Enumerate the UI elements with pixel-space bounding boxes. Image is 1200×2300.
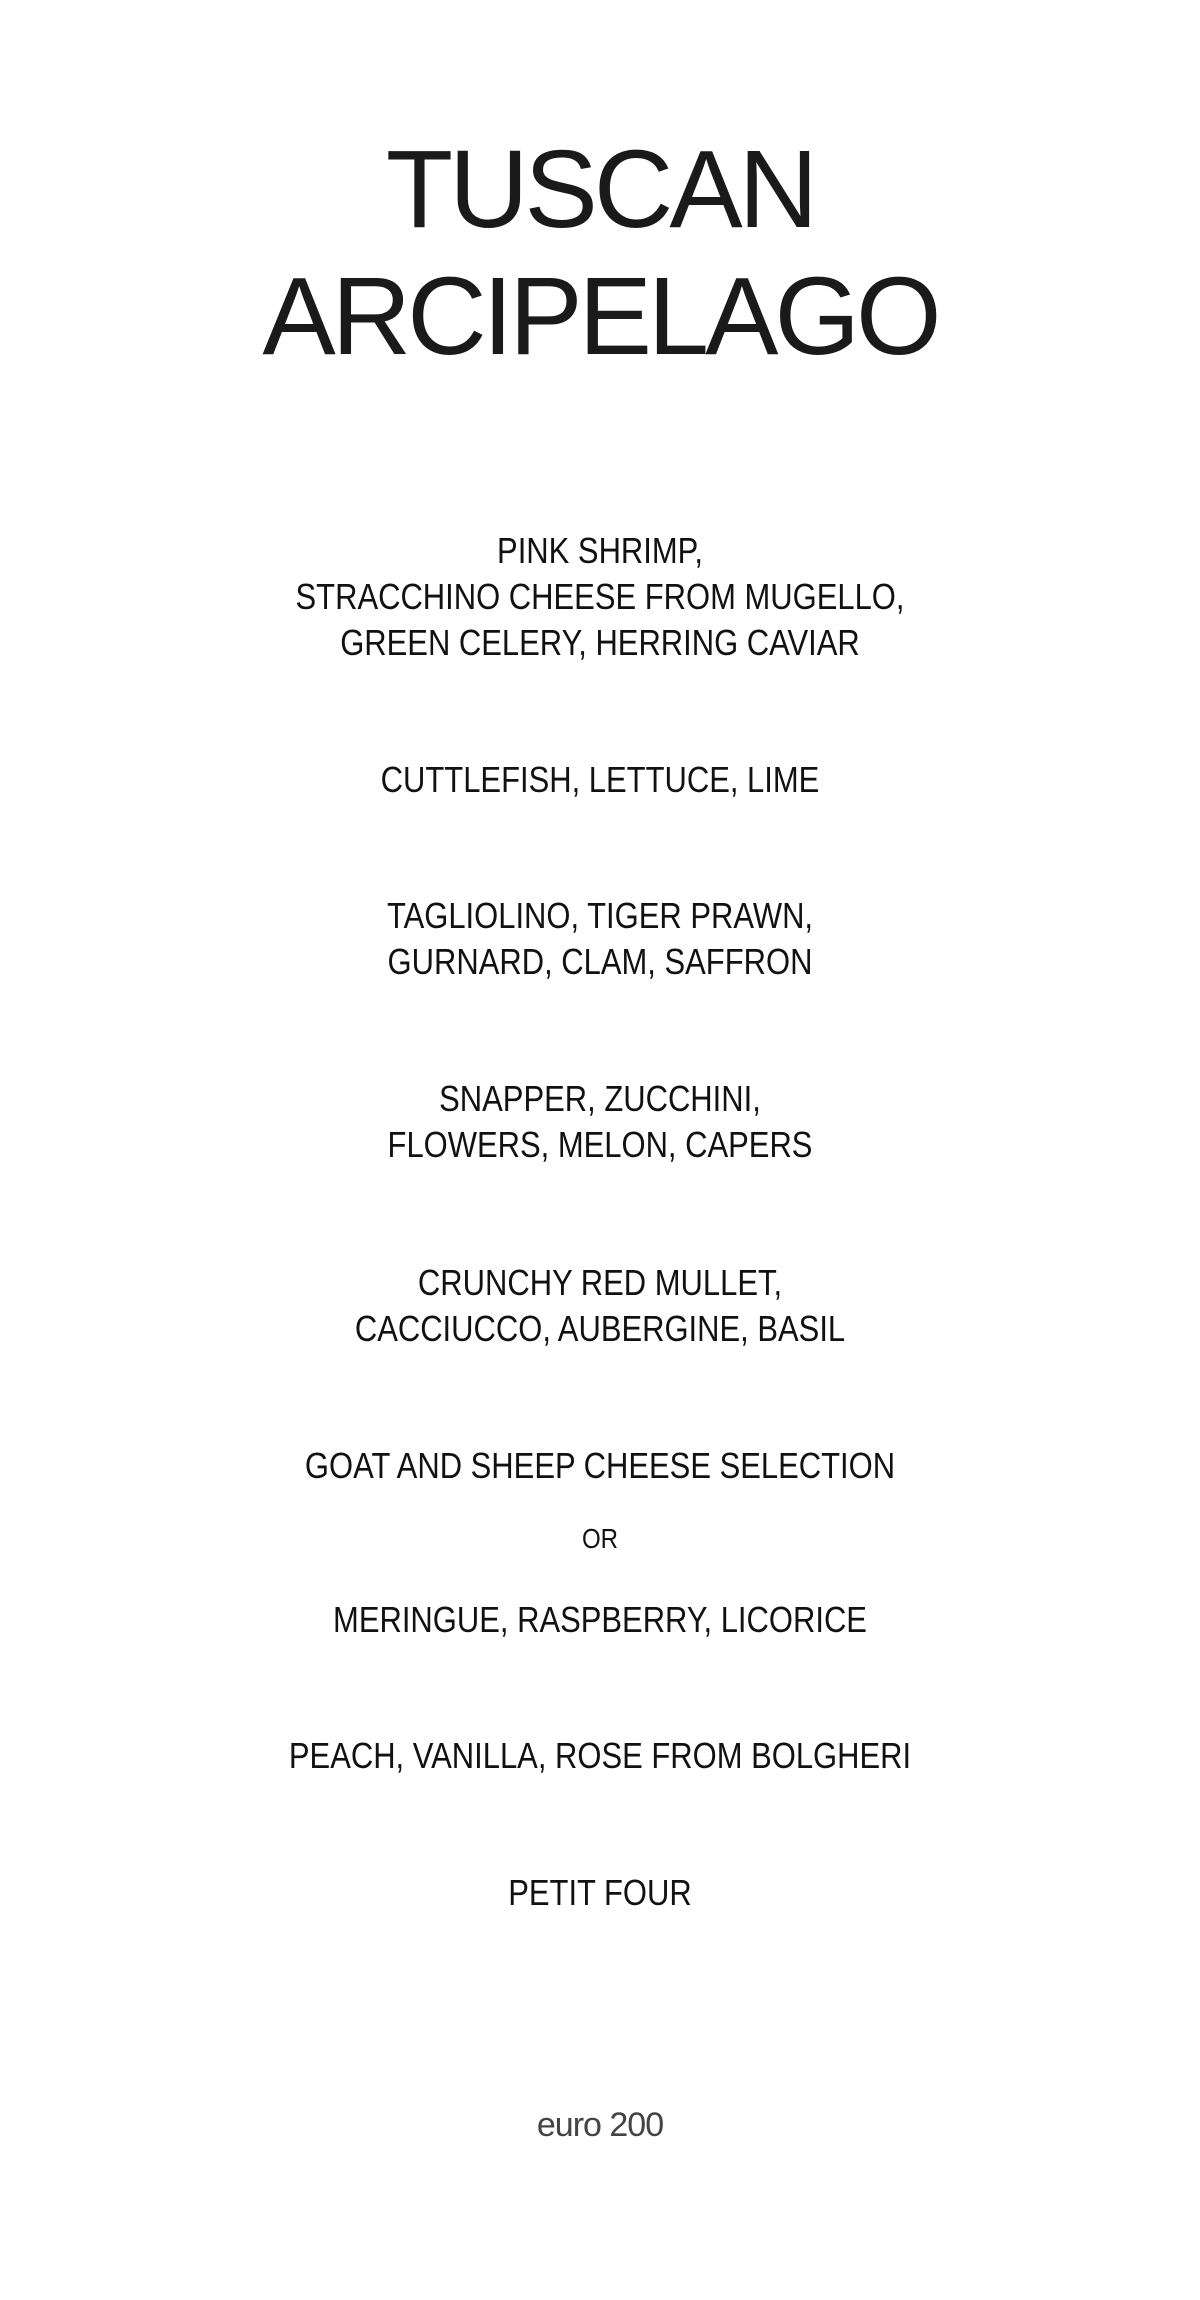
course-9 (84, 1870, 1116, 1916)
course-6-line-1: GOAT AND SHEEP CHEESE SELECTION (304, 1445, 896, 1486)
course-7-line-1: MERINGUE, RASPBERRY, LICORICE (333, 1599, 867, 1640)
course-3-line-2: GURNARD, CLAM, SAFFRON (387, 941, 813, 982)
course-5-line-1: CRUNCHY RED MULLET, (417, 1262, 783, 1303)
course-4 (84, 1076, 1116, 1168)
course-1-line-3: GREEN CELERY, HERRING CAVIAR (340, 622, 860, 663)
course-7 (84, 1597, 1116, 1643)
course-5 (84, 1260, 1116, 1352)
course-6 (84, 1443, 1116, 1489)
menu-title-line-1: TUSCAN (385, 128, 815, 251)
course-1 (84, 528, 1116, 666)
course-4-line-1: SNAPPER, ZUCCHINI, (439, 1078, 761, 1119)
menu-title-line-2: ARCIPELAGO (262, 255, 938, 378)
course-3-line-1: TAGLIOLINO, TIGER PRAWN, (386, 895, 814, 936)
course-2-line-1: CUTTLEFISH, LETTUCE, LIME (380, 759, 820, 800)
course-8-line-1: PEACH, VANILLA, ROSE FROM BOLGHERI (288, 1735, 912, 1776)
course-2 (84, 757, 1116, 803)
or-separator: OR (581, 1523, 619, 1554)
course-9-line-1: PETIT FOUR (508, 1872, 692, 1913)
course-4-line-2: FLOWERS, MELON, CAPERS (387, 1124, 813, 1165)
course-3 (84, 893, 1116, 985)
course-1-line-2: STRACCHINO CHEESE FROM MUGELLO, (295, 576, 905, 617)
course-1-line-1: PINK SHRIMP, (497, 530, 703, 571)
course-5-line-2: CACCIUCCO, AUBERGINE, BASIL (354, 1308, 846, 1349)
course-8 (84, 1733, 1116, 1779)
menu-price: euro 200 (536, 2106, 664, 2144)
